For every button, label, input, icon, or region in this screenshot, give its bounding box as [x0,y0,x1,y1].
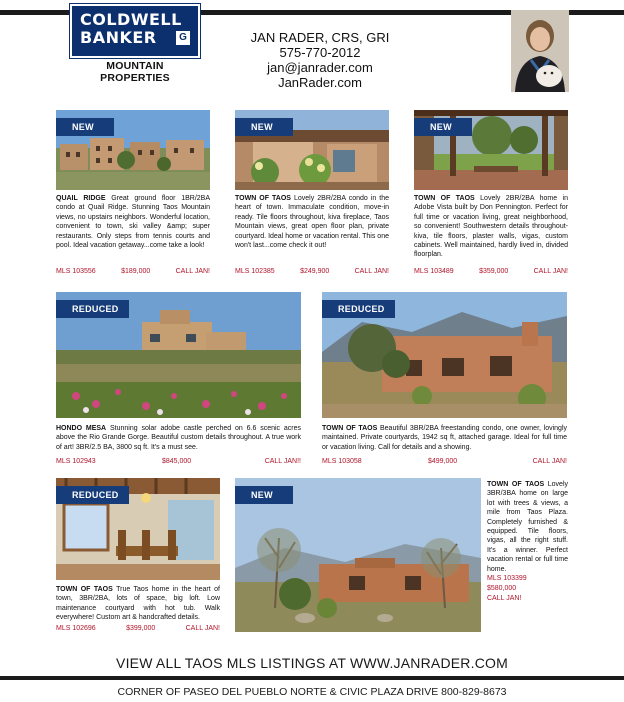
listing-title: TOWN OF TAOS [414,195,475,202]
listing-photo[interactable] [56,478,220,580]
agent-contact [230,30,410,90]
listing-cta[interactable]: CALL JAN! [533,268,568,275]
listing-description [322,424,567,452]
agent-headshot-photo [511,10,569,92]
listing-title: TOWN OF TAOS [487,481,545,488]
listing-badge: NEW [235,486,293,504]
listing-mls-row [414,268,568,275]
listing-mls: MLS 102943 [56,458,96,465]
listing-body: Lovely 2BR/2BA condo in the heart of town. Immaculate condition, move-in ready. Tile floors throughout, kiva fireplace, Taos Mountain views, great open floor plan, private courtyard. Ideal home or vacation rental. This one won't last...come check it out! [235,195,390,250]
agent-website[interactable]: JanRader.com [278,75,362,90]
listing-mls: MLS 103489 [414,268,454,275]
listing-price: $845,000 [162,458,192,465]
listing-description [56,585,220,623]
listing-description [56,424,301,452]
listing-mls: MLS 103058 [322,458,362,465]
logo-line-1: COLDWELL [80,10,182,29]
view-all-listings-link[interactable]: VIEW ALL TAOS MLS LISTINGS AT WWW.JANRADER.COM [116,655,508,671]
listing-badge: NEW [56,118,114,136]
listing-badge: REDUCED [56,300,129,318]
listing-price: $249,900 [300,268,330,275]
brand-tagline: MOUNTAIN PROPERTIES [100,60,170,84]
listing-photo[interactable] [56,110,210,190]
listing-cta[interactable]: CALL JAN! [185,625,220,632]
listing-price: $359,000 [479,268,509,275]
listing-title: TOWN OF TAOS [235,195,291,202]
listing-mls-row [235,268,389,275]
agent-name: JAN RADER, CRS, GRI [250,30,390,45]
listing-cta[interactable]: CALL JAN!! [264,458,301,465]
listing-mls-column [487,574,568,604]
listing-title: TOWN OF TAOS [56,586,113,593]
office-address: CORNER OF PASEO DEL PUEBLO NORTE & CIVIC PLAZA DRIVE 800-829-8673 [117,686,507,698]
coldwell-banker-logo[interactable] [70,4,200,58]
listing-description [487,480,568,574]
listing-cta[interactable]: CALL JAN! [354,268,389,275]
listing-mls-row [56,268,210,275]
listing-mls: MLS 103556 [56,268,96,275]
listing-body: True Taos home in the heart of town, 3BR/2BA, lots of space, big loft. Low maintenance courtyard with hot tub. Walk everywhere! Custom art & handcrafted details. [56,586,220,622]
listing-description [235,194,389,250]
listing-photo[interactable] [414,110,568,190]
agent-email[interactable]: jan@janrader.com [267,60,373,75]
listing-photo[interactable] [235,478,481,632]
listing-mls-row [56,458,301,465]
listing-badge: REDUCED [56,486,129,504]
listing-price: $399,000 [126,625,156,632]
listing-badge: NEW [235,118,293,136]
listing-badge: REDUCED [322,300,395,318]
logo-mark: G [176,31,190,45]
logo-line-2: BANKER [80,28,157,47]
listing-price: $499,000 [428,458,458,465]
listing-cta[interactable]: CALL JAN! [175,268,210,275]
listing-photo[interactable] [56,292,301,418]
listing-mls: MLS 102385 [235,268,275,275]
listing-badge: NEW [414,118,472,136]
listing-description [414,194,568,260]
listing-price: $189,000 [121,268,151,275]
listing-price: $580,000 [487,585,517,592]
listing-photo[interactable] [235,110,389,190]
listing-body: Lovely 2BR/2BA home in Adobe Vista built by Don Pennington. Perfect for full time or vacation living, great neighborhood, so convenient! Southwestern details throughout-kiva, tile floors, plaster walls, vigas, custom cabinets. Well maintained, hardly lived in, divided floorplan. [414,195,568,259]
listing-body: Great ground floor 1BR/2BA condo at Quail Ridge. Stunning Taos Mountain views, no upstairs neighbors. Wonderful location, convenient to town, ski valley &amp; super restaurants. Only steps from tennis courts and pool. Ideal vacation getaway...come take a look! [56,195,210,250]
bottom-rule [0,676,624,680]
listing-photo[interactable] [322,292,567,418]
listing-description [56,194,210,250]
listing-title: HONDO MESA [56,425,107,432]
listing-mls-row [322,458,567,465]
listing-title: TOWN OF TAOS [322,425,378,432]
listing-body: Lovely 3BR/3BA home on large lot with trees & views, a mile from Taos Plaza. Completely furnished & equipped. Tile floors, vigas, all the right stuff. It's a winner. Perfect vacation rental or full time home. [487,481,568,573]
listing-body: Beautiful 3BR/2BA freestanding condo, one owner, lovingly maintained. Private courtyards, 1942 sq ft, attached garage. Ideal for full time or vacation living. Call for details and a showing. [322,425,567,451]
listing-cta[interactable]: CALL JAN! [487,595,522,602]
listing-mls: MLS 103399 [487,575,527,582]
listing-mls: MLS 102696 [56,625,96,632]
listing-cta[interactable]: CALL JAN! [532,458,567,465]
agent-phone[interactable]: 575-770-2012 [279,45,361,60]
listing-title: QUAIL RIDGE [56,195,106,202]
listing-mls-row [56,625,220,632]
listing-body: Stunning solar adobe castle perched on 6.6 scenic acres above the Rio Grande Gorge. Beautiful custom details throughout. A true work of art! 3BR/2.5 BA, 3800 sq ft. It's a must see. [56,425,301,451]
